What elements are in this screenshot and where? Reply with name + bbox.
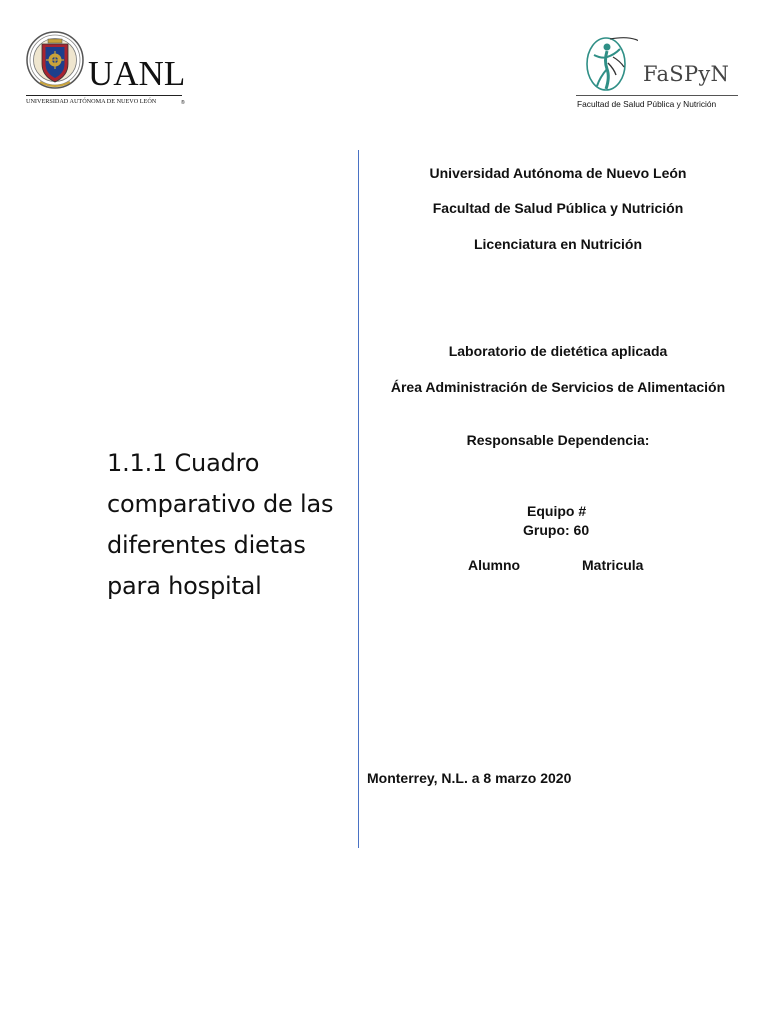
student-label: Alumno [468, 557, 521, 573]
faspyn-figure-icon [580, 33, 638, 95]
uanl-subtitle: UNIVERSIDAD AUTÓNOMA DE NUEVO LEÓN [26, 98, 157, 105]
uanl-wordmark: UANL [88, 54, 186, 93]
faspyn-wordmark: FaSPyN [643, 62, 730, 86]
group-label: Grupo: 60 [523, 522, 590, 538]
title-line: diferentes dietas [107, 531, 306, 559]
lab-name: Laboratorio de dietética aplicada [448, 343, 668, 359]
degree-name: Licenciatura en Nutrición [473, 236, 643, 252]
title-line: 1.1.1 Cuadro [107, 449, 260, 477]
title-line: comparativo de las [107, 490, 334, 518]
uanl-seal-icon [26, 30, 84, 92]
document-title [107, 443, 352, 607]
responsible-label: Responsable Dependencia: [466, 432, 650, 448]
title-line: para hospital [107, 572, 262, 600]
enrollment-label: Matricula [582, 557, 644, 573]
area-name: Área Administración de Servicios de Alimentación [390, 379, 726, 395]
vertical-divider [358, 150, 359, 848]
team-number-label: Equipo # [527, 503, 587, 519]
faspyn-subtitle: Facultad de Salud Pública y Nutrición [577, 99, 717, 109]
place-date: Monterrey, N.L. a 8 marzo 2020 [367, 770, 572, 786]
faspyn-rule [576, 95, 738, 96]
faculty-name: Facultad de Salud Pública y Nutrición [432, 200, 684, 216]
uanl-logo [24, 28, 189, 110]
faspyn-logo [572, 33, 744, 115]
uanl-rule [26, 95, 182, 96]
university-name: Universidad Autónoma de Nuevo León [429, 165, 687, 181]
uanl-registered-mark: ® [181, 100, 185, 106]
